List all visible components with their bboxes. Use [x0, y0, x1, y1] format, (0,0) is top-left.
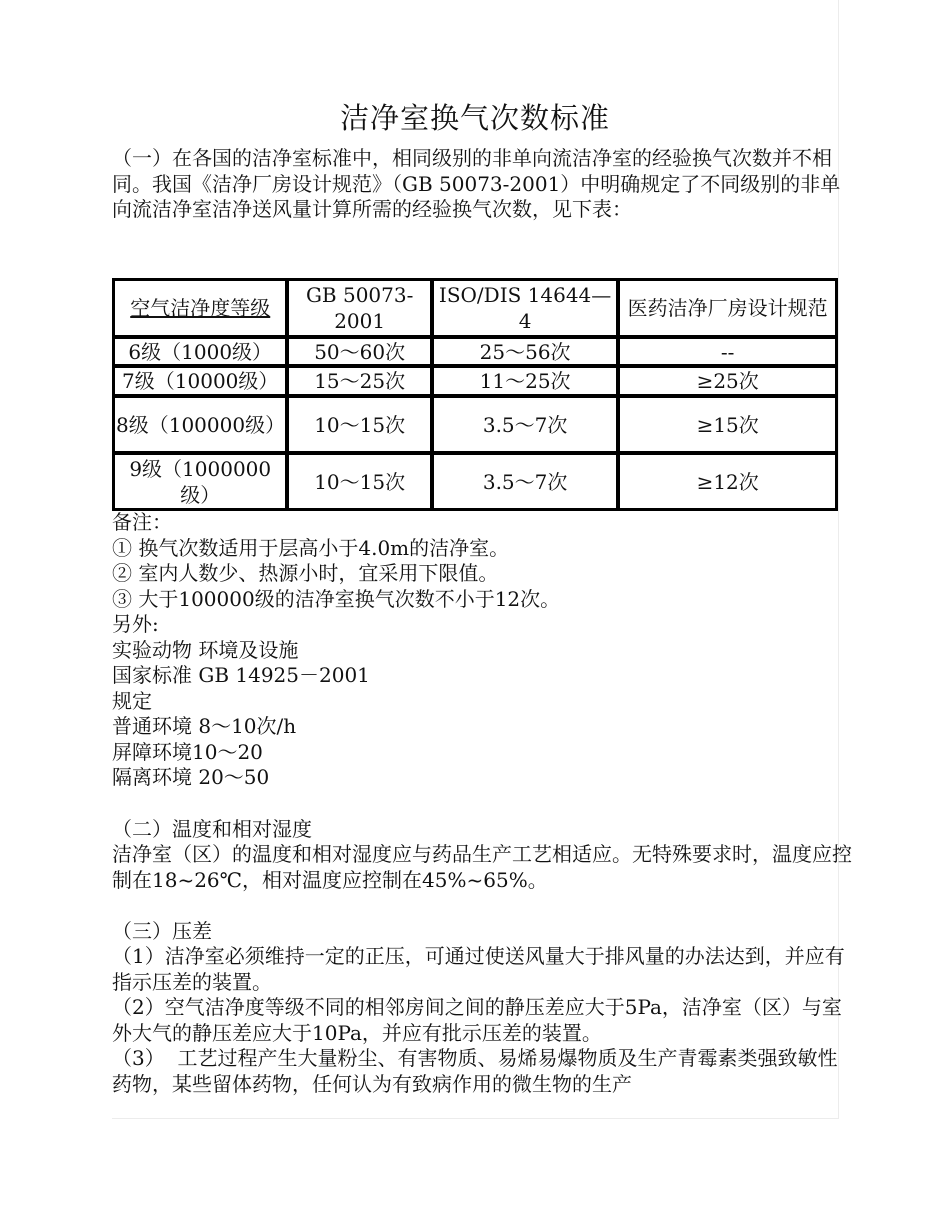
table-row: [114, 397, 838, 454]
table-cell: 6级（1000级）: [114, 338, 288, 367]
note-item: ② 室内人数少、热源小时，宜采用下限值。: [112, 561, 499, 585]
table-cell: 8级（100000级）: [114, 397, 288, 454]
note-item: ③ 大于100000级的洁净室换气次数不小于12次。: [112, 587, 561, 611]
other-label: 另外:: [112, 612, 159, 636]
table-cell: 7级（10000级）: [114, 367, 288, 397]
header-cell-iso: ISO/DIS 14644—4: [433, 280, 620, 338]
other-line: 实验动物 环境及设施: [112, 638, 299, 662]
table-header-row: [114, 280, 838, 338]
other-line: 普通环境 8～10次/h: [112, 714, 297, 738]
table-cell: 3.5～7次: [433, 454, 620, 511]
notes-label: 备注：: [112, 510, 172, 534]
section3-item: （2）空气洁净度等级不同的相邻房间之间的静压差应大于5Pa，洁净室（区）与室外大气的静压差应大于10Pa，并应有批示压差的装置。: [112, 995, 842, 1045]
section3-item: （1）洁净室必须维持一定的正压，可通过使送风量大于排风量的办法达到，并应有指示压差的装置。: [112, 944, 845, 994]
page-title: 洁净室换气次数标准: [339, 101, 610, 135]
other-line: 国家标准 GB 14925－2001: [112, 663, 370, 687]
table-row: [114, 454, 838, 511]
other-line: 屏障环境10～20: [112, 740, 263, 764]
note-item: ① 换气次数适用于层高小于4.0m的洁净室。: [112, 536, 510, 560]
table-cell: ≥25次: [619, 367, 838, 397]
table-cell: ≥15次: [619, 397, 838, 454]
header-cell-pharma: 医药洁净厂房设计规范: [619, 280, 838, 338]
section2-heading: （二）温度和相对湿度: [112, 817, 312, 841]
table-cell: ≥12次: [619, 454, 838, 511]
table-cell: 10～15次: [288, 454, 432, 511]
air-change-table: [112, 278, 838, 511]
table-cell: 10～15次: [288, 397, 432, 454]
section3-heading: （三）压差: [112, 919, 212, 943]
table-row: [114, 367, 838, 397]
intro-paragraph: （一）在各国的洁净室标准中，相同级别的非单向流洁净室的经验换气次数并不相同。我国《洁净厂房设计规范》（GB 50073-2001）中明确规定了不同级别的非单向流洁净室洁净送风量计算所需的经验换气次数，见下表：: [112, 146, 841, 221]
section2-body: 洁净室（区）的温度和相对湿度应与药品生产工艺相适应。无特殊要求时，温度应控制在18~26℃，相对温度应控制在45%~65%。: [112, 842, 852, 892]
header-cell-grade: 空气洁净度等级: [114, 280, 288, 338]
other-line: 隔离环境 20～50: [112, 765, 270, 789]
other-line: 规定: [112, 689, 152, 713]
table-cell: --: [619, 338, 838, 367]
table-cell: 11～25次: [433, 367, 620, 397]
table-cell: 3.5～7次: [433, 397, 620, 454]
section3-item: （3） 工艺过程产生大量粉尘、有害物质、易烯易爆物质及生产青霉素类强致敏性药物，某些留体药物，任何认为有致病作用的微生物的生产: [112, 1046, 838, 1096]
table-row: [114, 338, 838, 367]
table-cell: 25～56次: [433, 338, 620, 367]
table-cell: 50～60次: [288, 338, 432, 367]
table-cell: 9级（1000000级）: [114, 454, 288, 511]
table-cell: 15～25次: [288, 367, 432, 397]
header-cell-gb: GB 50073-2001: [288, 280, 432, 338]
